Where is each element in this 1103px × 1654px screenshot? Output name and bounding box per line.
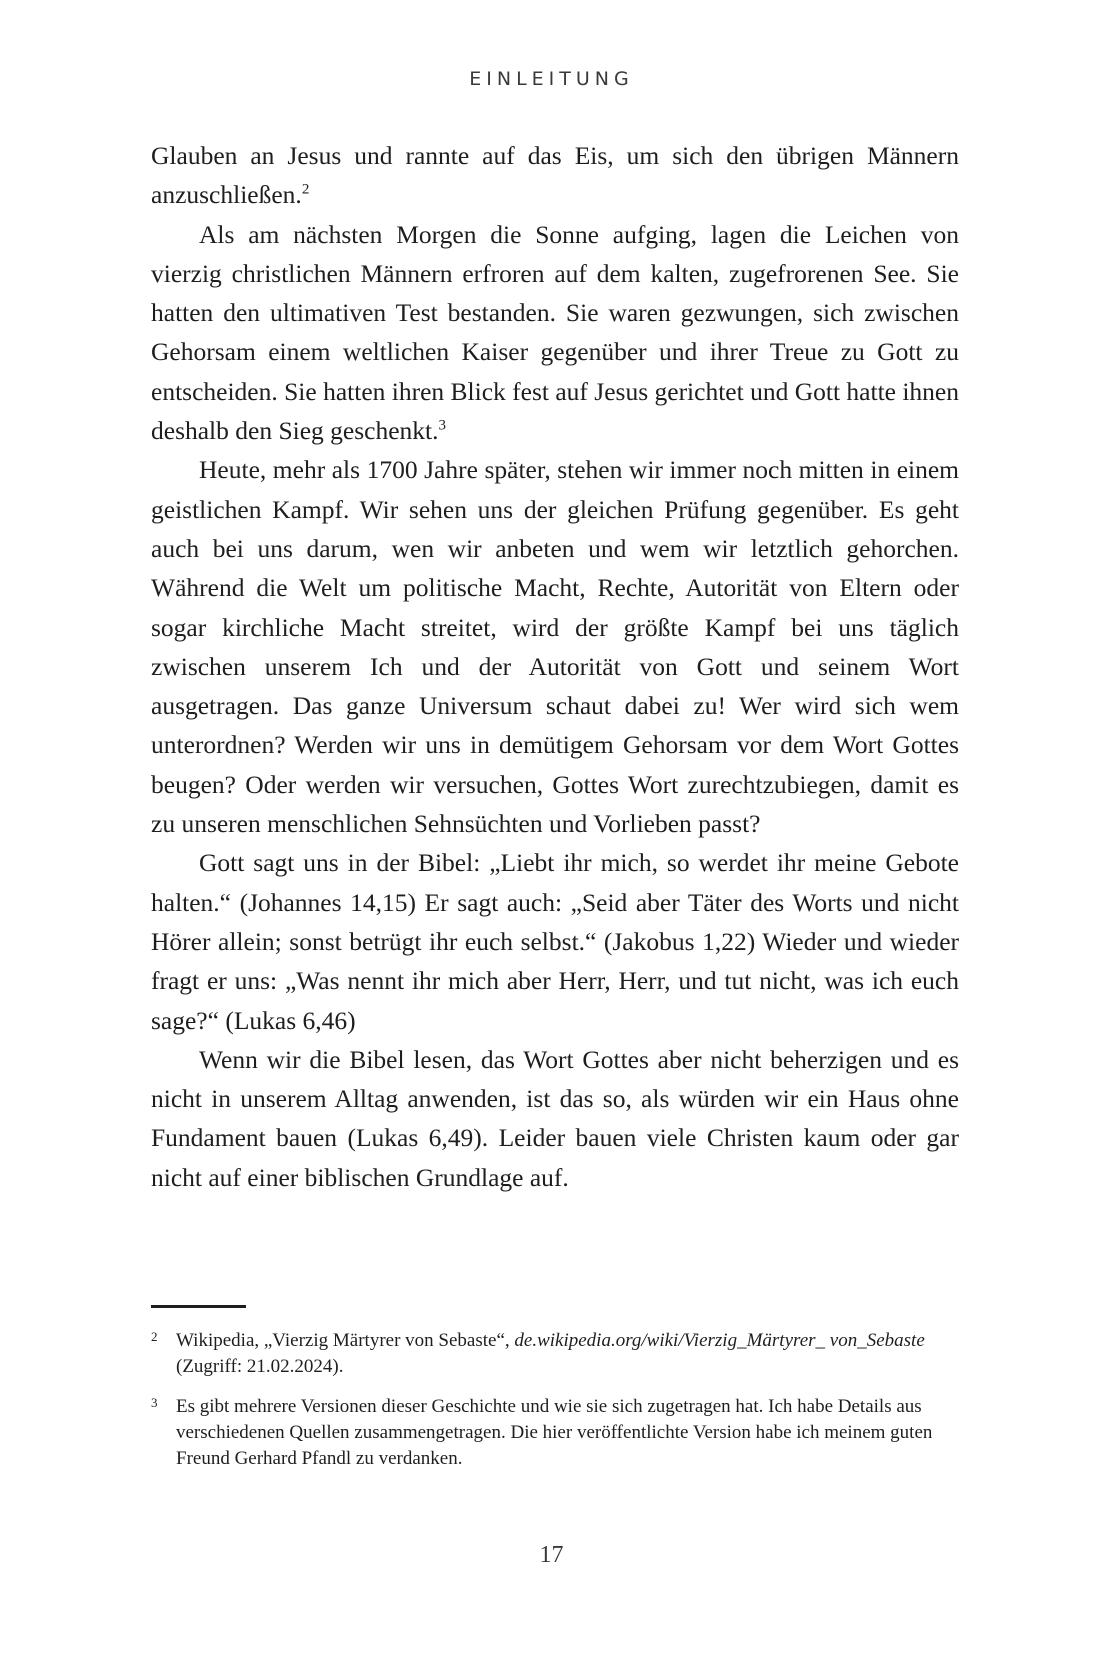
paragraph (151, 450, 959, 843)
footnote (151, 1328, 959, 1380)
paragraph-text: Heute, mehr als 1700 Jahre später, stehen wir immer noch mitten in einem geistlichen Kampf. Wir sehen uns der gleichen Prüfung gegenüber. Es geht auch bei uns darum, wen wir anbeten und wem wir letztlich gehorchen. Während die Welt um politische Macht, Rechte, Autorität von Eltern oder sogar kirchliche Macht streitet, wird der größte Kampf bei uns täglich zwischen unserem Ich und der Autorität von Gott und seinem Wort ausgetragen. Das ganze Universum schaut dabei zu! Wer wird sich wem unterordnen? Werden wir uns in demütigem Gehorsam vor dem Wort Gottes beugen? Oder werden wir versuchen, Gottes Wort zurechtzubiegen, damit es zu unseren menschlichen Sehnsüchten und Vorlieben passt? (151, 455, 959, 839)
paragraph (151, 215, 959, 451)
paragraph (151, 1040, 959, 1197)
body-text (151, 136, 959, 1197)
footnote-text-after: (Zugriff: 21.02.2024). (176, 1356, 344, 1377)
running-head: EINLEITUNG (469, 68, 634, 90)
footnote-number: 3 (151, 1395, 158, 1410)
paragraph-text: Als am nächsten Morgen die Sonne aufging, lagen die Leichen von vierzig christlichen Männern erfroren auf dem kalten, zugefrorenen See. Sie hatten den ultimativen Test bestanden. Sie waren gezwungen, sich zwischen Gehorsam einem weltlichen Kaiser gegenüber und ihrer Treue zu Gott zu entscheiden. Sie hatten ihren Blick fest auf Jesus gerichtet und Gott hatte ihnen deshalb den Sieg geschenkt. (151, 219, 959, 446)
footnote-number: 2 (151, 1329, 158, 1344)
paragraph-text: Wenn wir die Bibel lesen, das Wort Gottes aber nicht beherzigen und es nicht in unserem Alltag anwenden, ist das so, als würden wir ein Haus ohne Fundament bauen (Lukas 6,49). Leider bauen viele Christen kaum oder gar nicht auf einer biblischen Grundlage auf. (151, 1044, 959, 1192)
footnote-text: Es gibt mehrere Versionen dieser Geschichte und wie sie sich zugetragen hat. Ich habe Details aus verschiedenen Quellen zusammengetragen. Die hier veröffentlichte Version habe ich meinem guten Freund Gerhard Pfandl zu verdanken. (176, 1396, 933, 1469)
paragraph-text: Glauben an Jesus und rannte auf das Eis, um sich den übrigen Männern anzuschließen. (151, 141, 959, 210)
page-number: 17 (539, 1542, 564, 1568)
paragraph-text: Gott sagt uns in der Bibel: „Liebt ihr mich, so werdet ihr meine Gebote halten.“ (Johannes 14,15) Er sagt auch: „Seid aber Täter des Worts und nicht Hörer allein; sonst betrügt ihr euch selbst.“ (Jakobus 1,22) Wieder und wieder fragt er uns: „Was nennt ihr mich aber Herr, Herr, und tut nicht, was ich euch sage?“ (Lukas 6,46) (151, 848, 959, 1035)
footnote-ref: 2 (301, 181, 310, 198)
paragraph (151, 843, 959, 1039)
footnote-text: Wikipedia, „Vierzig Märtyrer von Sebaste“, (176, 1330, 515, 1351)
footnote-rule (151, 1305, 246, 1308)
footnote-ref: 3 (438, 417, 447, 434)
footnote (151, 1394, 959, 1472)
footnotes (151, 1328, 959, 1486)
footnote-url: de.wikipedia.org/wiki/Vierzig_Märtyrer_ von_Sebaste (514, 1330, 925, 1351)
paragraph (151, 136, 959, 215)
